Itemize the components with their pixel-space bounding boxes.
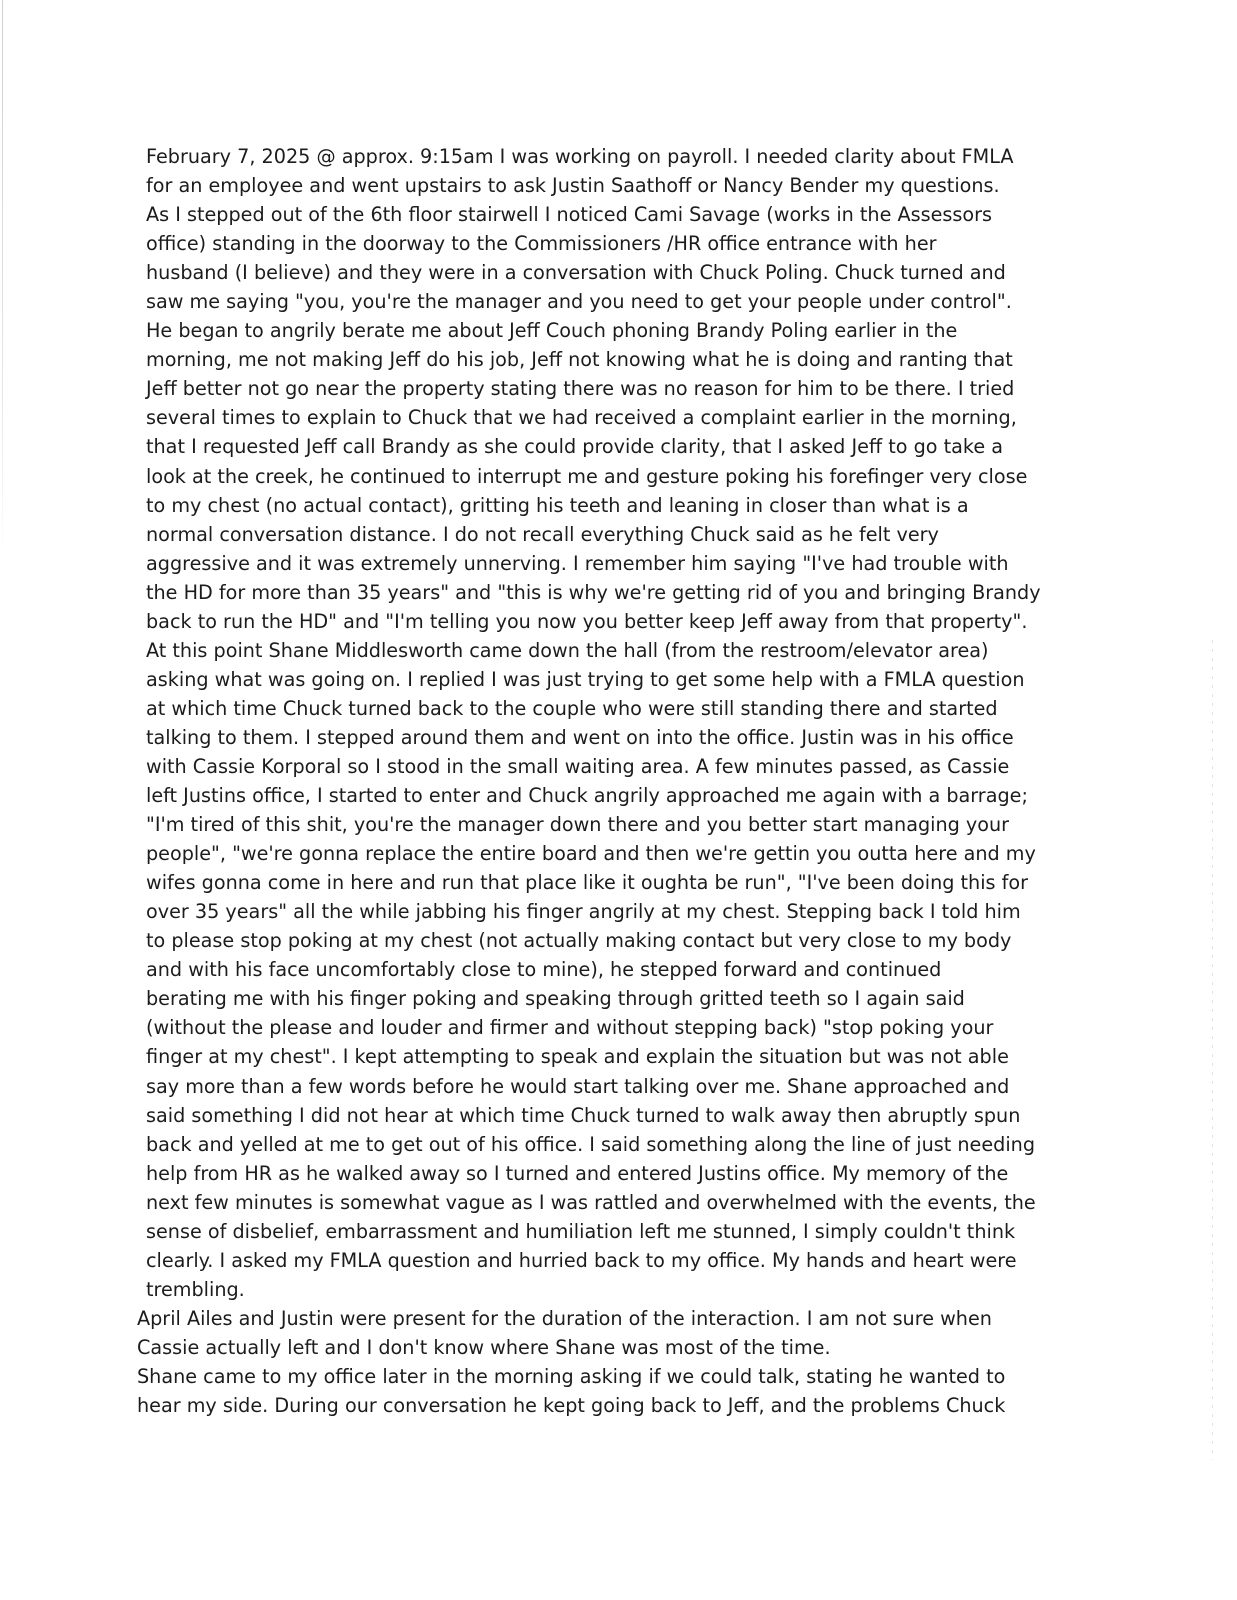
text-line: husband (I believe) and they were in a conversation with Chuck Poling. Chuck turned and — [146, 261, 1006, 285]
text-line: (without the please and louder and firmer and without stepping back) "stop poking your — [146, 1016, 994, 1040]
text-line: office) standing in the doorway to the Commissioners /HR office entrance with her — [146, 232, 937, 256]
text-line: wifes gonna come in here and run that place like it oughta be run", "I've been doing this for — [146, 871, 1029, 895]
text-line: As I stepped out of the 6th floor stairwell I noticed Cami Savage (works in the Assessors — [146, 203, 993, 227]
text-line: April Ailes and Justin were present for the duration of the interaction. I am not sure when — [137, 1306, 992, 1330]
text-line: the HD for more than 35 years" and "this is why we're getting rid of you and bringing Brandy — [146, 580, 1041, 604]
text-line: next few minutes is somewhat vague as I was rattled and overwhelmed with the events, the — [146, 1190, 1036, 1214]
text-line: and with his face uncomfortably close to mine), he stepped forward and continued — [146, 958, 942, 982]
text-line: help from HR as he walked away so I turned and entered Justins office. My memory of the — [146, 1161, 1009, 1185]
text-line: say more than a few words before he would start talking over me. Shane approached and — [146, 1074, 1010, 1098]
text-line: people", "we're gonna replace the entire board and then we're gettin you outta here and my — [146, 842, 1036, 866]
text-line: aggressive and it was extremely unnerving. I remember him saying "I've had trouble with — [146, 551, 1009, 575]
text-line: At this point Shane Middlesworth came down the hall (from the restroom/elevator area) — [146, 638, 989, 662]
text-line: back to run the HD" and "I'm telling you now you better keep Jeff away from that property". — [146, 609, 1028, 633]
text-line: saw me saying "you, you're the manager and you need to get your people under control". — [146, 290, 1012, 314]
text-line: talking to them. I stepped around them and went on into the office. Justin was in his office — [146, 725, 1014, 749]
text-line: February 7, 2025 @ approx. 9:15am I was working on payroll. I needed clarity about FMLA — [146, 145, 1014, 168]
text-line: finger at my chest". I kept attempting to speak and explain the situation but was not able — [146, 1045, 1009, 1069]
text-line: asking what was going on. I replied I was just trying to get some help with a FMLA question — [146, 667, 1025, 691]
text-line: "I'm tired of this shit, you're the manager down there and you better start managing your — [146, 813, 1010, 837]
text-line: Jeff better not go near the property stating there was no reason for him to be there. I tried — [146, 377, 1015, 401]
text-line: hear my side. During our conversation he kept going back to Jeff, and the problems Chuck — [137, 1394, 1006, 1418]
text-line: at which time Chuck turned back to the couple who were still standing there and started — [146, 696, 998, 720]
text-line: trembling. — [146, 1277, 245, 1301]
text-line: He began to angrily berate me about Jeff Couch phoning Brandy Poling earlier in the — [146, 319, 958, 343]
text-line: that I requested Jeff call Brandy as she could provide clarity, that I asked Jeff to go take a — [146, 435, 1003, 459]
text-line: look at the creek, he continued to interrupt me and gesture poking his forefinger very close — [146, 464, 1028, 488]
text-line: clearly. I asked my FMLA question and hurried back to my office. My hands and heart were — [146, 1248, 1017, 1272]
text-line: normal conversation distance. I do not recall everything Chuck said as he felt very — [146, 522, 939, 546]
text-line: Cassie actually left and I don't know where Shane was most of the time. — [137, 1335, 831, 1359]
text-line: with Cassie Korporal so I stood in the small waiting area. A few minutes passed, as Cassie — [146, 754, 1010, 778]
text-line: left Justins office, I started to enter and Chuck angrily approached me again with a barrage; — [146, 784, 1028, 808]
text-line: said something I did not hear at which time Chuck turned to walk away then abruptly spun — [146, 1103, 1021, 1127]
text-line: Shane came to my office later in the morning asking if we could talk, stating he wanted to — [137, 1364, 1006, 1388]
text-line: several times to explain to Chuck that we had received a complaint earlier in the morning, — [146, 406, 1017, 430]
scan-edge-mark — [2, 0, 3, 560]
text-line: for an employee and went upstairs to ask Justin Saathoff or Nancy Bender my questions. — [146, 174, 1000, 198]
statement-body — [137, 142, 1087, 1420]
text-line: sense of disbelief, embarrassment and humiliation left me stunned, I simply couldn't think — [146, 1219, 1016, 1243]
text-line: morning, me not making Jeff do his job, Jeff not knowing what he is doing and ranting that — [146, 348, 1013, 372]
scan-edge-mark-right — [1212, 640, 1213, 1460]
text-line: to my chest (no actual contact), gritting his teeth and leaning in closer than what is a — [146, 493, 969, 517]
text-line: to please stop poking at my chest (not actually making contact but very close to my body — [146, 929, 1012, 953]
text-line: back and yelled at me to get out of his office. I said something along the line of just needing — [146, 1132, 1036, 1156]
text-line: over 35 years" all the while jabbing his finger angrily at my chest. Stepping back I told him — [146, 900, 1021, 924]
text-line: berating me with his finger poking and speaking through gritted teeth so I again said — [146, 987, 965, 1011]
